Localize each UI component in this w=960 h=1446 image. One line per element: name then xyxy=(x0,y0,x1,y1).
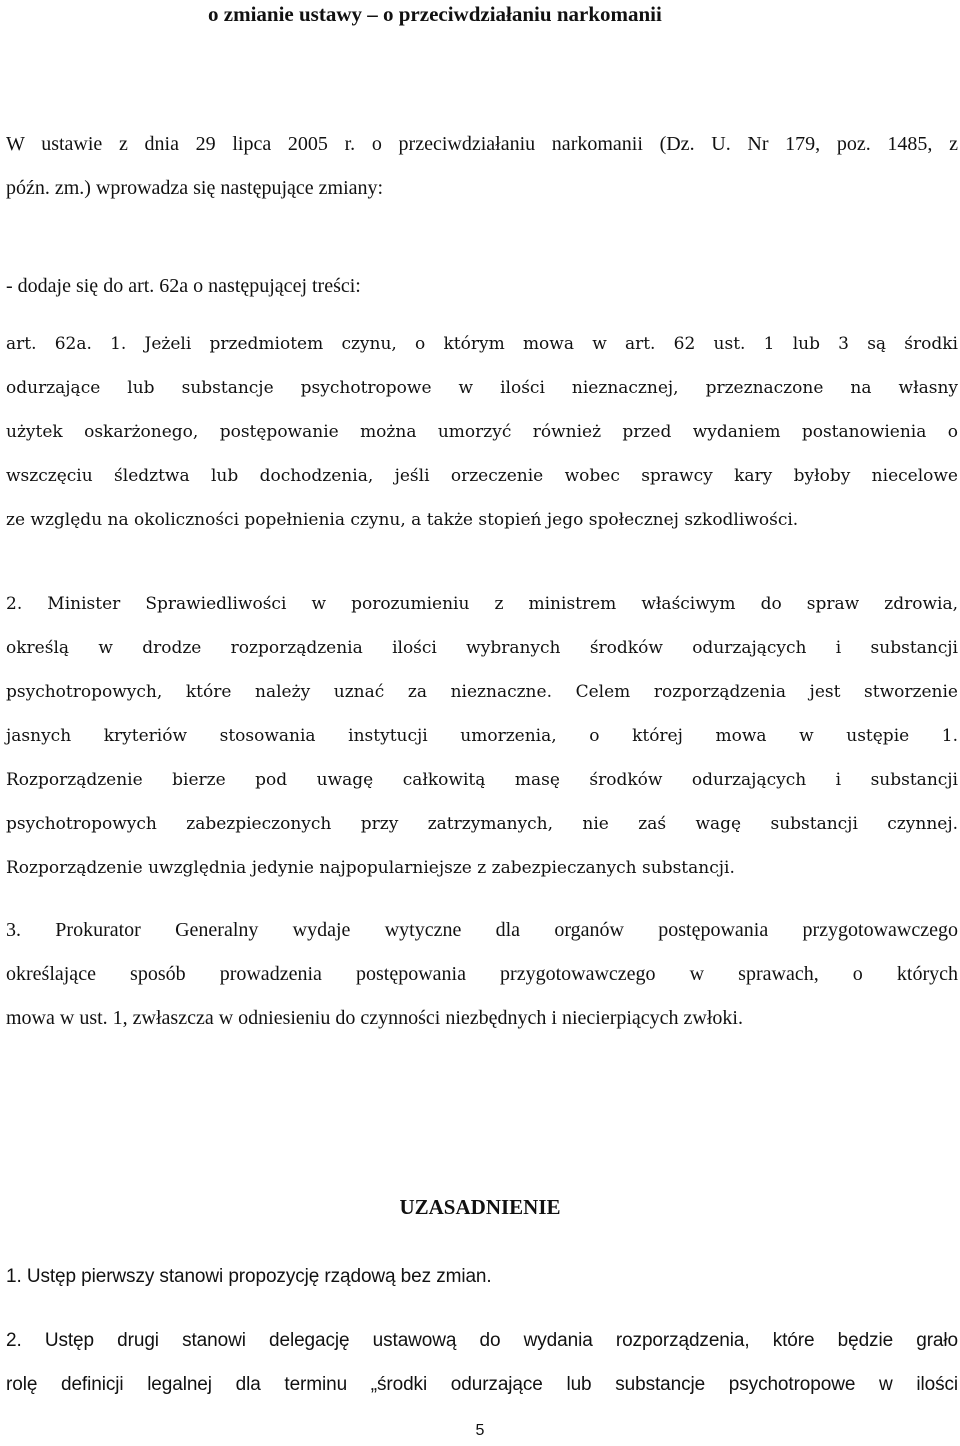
art62a-p3-line-1: 3. Prokurator Generalny wydaje wytyczne dla organów postępowania przygotowawczego xyxy=(6,919,958,941)
intro-line-1: W ustawie z dnia 29 lipca 2005 r. o przeciwdziałaniu narkomanii (Dz. U. Nr 179, poz. 1485, z xyxy=(6,133,958,155)
page-number: 5 xyxy=(475,1422,485,1439)
justification-paragraph-1: 1. Ustęp pierwszy stanowi propozycję rządową bez zmian. xyxy=(6,1266,492,1287)
art62a-p1-line-1: art. 62a. 1. Jeżeli przedmiotem czynu, o którym mowa w art. 62 ust. 1 lub 3 są środki xyxy=(6,334,958,354)
amendment-intro: - dodaje się do art. 62a o następującej treści: xyxy=(6,275,361,297)
justification-paragraph-2 xyxy=(6,1319,958,1407)
art62a-p1-line-4: wszczęciu śledztwa lub dochodzenia, jeśli orzeczenie wobec sprawcy kary byłoby niecelowe xyxy=(6,466,958,486)
art62a-p2-line-2: określą w drodze rozporządzenia ilości wybranych środków odurzających i substancji xyxy=(6,638,958,658)
art62a-paragraph-1 xyxy=(6,322,958,542)
art62a-paragraph-3 xyxy=(6,908,958,1040)
intro-line-2: późn. zm.) wprowadza się następujące zmiany: xyxy=(6,177,384,199)
art62a-p2-line-6: psychotropowych zabezpieczonych przy zatrzymanych, nie zaś wagę substancji czynnej. xyxy=(6,814,958,834)
art62a-p1-line-3: użytek oskarżonego, postępowanie można umorzyć również przed wydaniem postanowienia o xyxy=(6,422,958,442)
art62a-p3-line-3: mowa w ust. 1, zwłaszcza w odniesieniu do czynności niezbędnych i niecierpiących zwłoki. xyxy=(6,1007,743,1029)
art62a-p2-line-3: psychotropowych, które należy uznać za nieznaczne. Celem rozporządzenia jest stworzenie xyxy=(6,682,958,702)
justification-heading: UZASADNIENIE xyxy=(399,1195,561,1219)
justification-p2-line-2: rolę definicji legalnej dla terminu „środki odurzające lub substancje psychotropowe w ilości xyxy=(6,1374,958,1395)
justification-p2-line-1: 2. Ustęp drugi stanowi delegację ustawową do wydania rozporządzenia, które będzie grało xyxy=(6,1330,958,1351)
art62a-p3-line-2: określające sposób prowadzenia postępowania przygotowawczego w sprawach, o których xyxy=(6,963,958,985)
document-title: o zmianie ustawy – o przeciwdziałaniu narkomanii xyxy=(208,2,662,26)
art62a-paragraph-2 xyxy=(6,582,958,890)
art62a-p2-line-4: jasnych kryteriów stosowania instytucji umorzenia, o której mowa w ustępie 1. xyxy=(6,726,958,746)
art62a-p2-line-7: Rozporządzenie uwzględnia jedynie najpopularniejsze z zabezpieczanych substancji. xyxy=(6,858,735,878)
art62a-p2-line-5: Rozporządzenie bierze pod uwagę całkowitą masę środków odurzających i substancji xyxy=(6,770,958,790)
art62a-p1-line-5: ze względu na okoliczności popełnienia czynu, a także stopień jego społecznej szkodliwości. xyxy=(6,510,799,530)
art62a-p1-line-2: odurzające lub substancje psychotropowe w ilości nieznacznej, przeznaczone na własny xyxy=(6,378,958,398)
art62a-p2-line-1: 2. Minister Sprawiedliwości w porozumieniu z ministrem właściwym do spraw zdrowia, xyxy=(6,594,958,614)
intro-paragraph xyxy=(6,122,958,210)
